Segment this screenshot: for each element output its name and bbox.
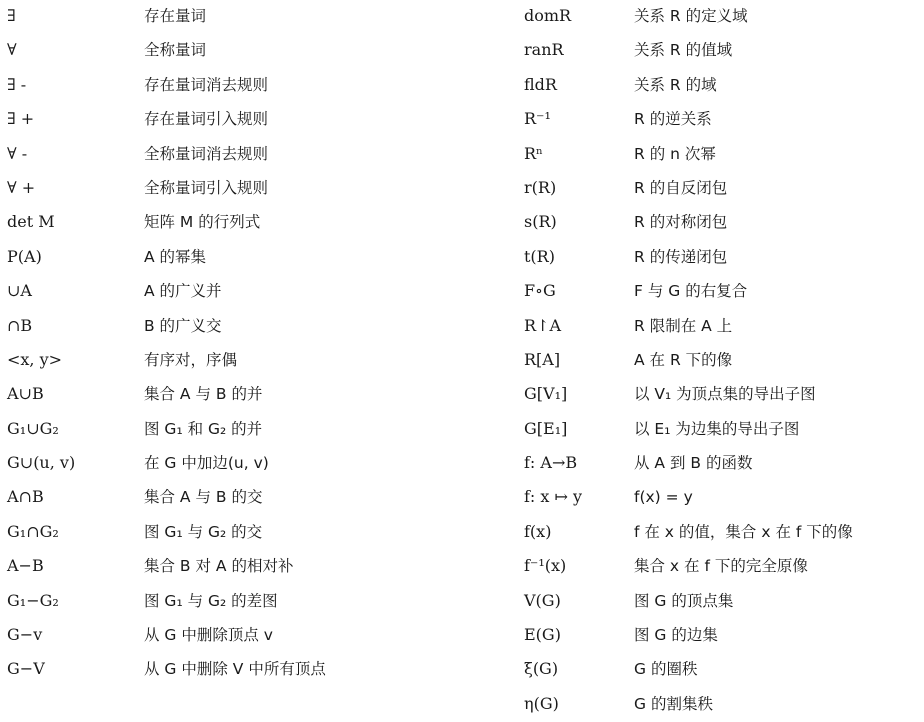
meaning: A 的幂集	[144, 247, 207, 266]
symbol-row	[518, 206, 924, 240]
symbol: G₁−G₂	[7, 590, 59, 610]
meaning: 关系 R 的值域	[634, 41, 733, 60]
symbol-row	[0, 206, 455, 240]
symbol: A∪B	[7, 384, 44, 404]
meaning: 从 A 到 B 的函数	[634, 454, 753, 473]
symbol: ranR	[524, 40, 564, 60]
meaning: 从 G 中删除顶点 v	[144, 626, 273, 645]
symbol: r(R)	[524, 177, 557, 197]
symbol-row	[518, 585, 924, 619]
meaning: 关系 R 的定义域	[634, 7, 748, 25]
meaning: 集合 B 对 A 的相对补	[144, 557, 294, 576]
symbol-row	[0, 653, 455, 687]
symbol: ∃	[7, 6, 16, 25]
meaning: 图 G 的边集	[634, 626, 718, 645]
meaning: R 的逆关系	[634, 110, 712, 129]
symbol-row	[518, 447, 924, 481]
meaning: 图 G₁ 和 G₂ 的并	[144, 419, 263, 438]
meaning: R 的传递闭包	[634, 247, 728, 266]
meaning: 以 V₁ 为顶点集的导出子图	[634, 385, 816, 404]
symbol-row	[0, 550, 455, 584]
symbol: ξ(G)	[524, 659, 559, 679]
meaning: 存在量词引入规则	[144, 110, 269, 129]
symbol: R[A]	[524, 349, 561, 369]
symbol: fldR	[524, 74, 557, 94]
symbol: ∩B	[7, 315, 33, 335]
meaning: 全称量词消去规则	[144, 144, 269, 163]
symbol: ∃ -	[7, 74, 27, 94]
symbol: <x, y>	[7, 349, 63, 369]
symbol-row	[0, 310, 455, 344]
symbol-row	[0, 516, 455, 550]
symbol-row	[0, 585, 455, 619]
symbol: η(G)	[524, 693, 559, 713]
symbol: E(G)	[524, 625, 561, 645]
symbol-row	[0, 138, 455, 172]
symbol-row	[0, 0, 455, 34]
symbol-row	[0, 275, 455, 309]
symbol-row	[518, 516, 924, 550]
symbol-row	[0, 69, 455, 103]
symbol: f⁻¹(x)	[524, 556, 567, 576]
symbol: ∪A	[7, 281, 32, 301]
symbol: G−v	[7, 625, 43, 645]
meaning: 全称量词	[144, 41, 207, 60]
symbol: ∀ -	[7, 143, 28, 163]
meaning: f 在 x 的值，集合 x 在 f 下的像	[634, 522, 853, 541]
symbol-row	[518, 34, 924, 68]
symbol-row	[0, 172, 455, 206]
symbol: Rⁿ	[524, 143, 543, 163]
symbol: G[V₁]	[524, 384, 568, 404]
symbol-row	[518, 344, 924, 378]
symbol-row	[0, 34, 455, 68]
meaning: B 的广义交	[144, 316, 222, 335]
symbol-row	[518, 550, 924, 584]
symbol: f: A→B	[524, 453, 578, 473]
meaning: 从 G 中删除 V 中所有顶点	[144, 660, 326, 679]
symbol-row	[0, 344, 455, 378]
symbol: f(x)	[524, 521, 552, 541]
symbol-row	[518, 241, 924, 275]
symbol-row	[518, 310, 924, 344]
symbol: A−B	[7, 556, 44, 576]
symbol-row	[518, 275, 924, 309]
meaning: 有序对，序偶	[144, 350, 238, 369]
symbol-row	[518, 103, 924, 137]
symbol-row	[518, 0, 924, 34]
symbol: ∀	[7, 40, 17, 60]
right-symbol-list	[518, 0, 924, 722]
left-symbol-list	[0, 0, 455, 688]
meaning: 集合 x 在 f 下的完全原像	[634, 557, 808, 576]
symbol-row	[0, 413, 455, 447]
meaning: 以 E₁ 为边集的导出子图	[634, 419, 800, 438]
meaning: f(x) = y	[634, 488, 693, 507]
symbol: det M	[7, 212, 55, 232]
meaning: R 的自反闭包	[634, 178, 728, 197]
symbol: ∃ +	[7, 109, 35, 129]
symbol-row	[0, 378, 455, 412]
symbol-row	[0, 103, 455, 137]
meaning: R 的对称闭包	[634, 213, 728, 232]
symbol: R⁻¹	[524, 109, 551, 129]
meaning: A 在 R 下的像	[634, 350, 733, 369]
symbol: domR	[524, 6, 572, 25]
meaning: 存在量词	[144, 7, 207, 25]
meaning: G 的圈秩	[634, 660, 698, 679]
symbol-row	[518, 138, 924, 172]
symbol: G−V	[7, 659, 45, 679]
symbol-row	[518, 378, 924, 412]
symbol: A∩B	[7, 487, 44, 507]
meaning: 图 G₁ 与 G₂ 的交	[144, 522, 263, 541]
symbol-row	[0, 619, 455, 653]
symbol: ∀ +	[7, 177, 36, 197]
meaning: 关系 R 的域	[634, 75, 717, 94]
symbol: t(R)	[524, 246, 555, 266]
symbol: G₁∪G₂	[7, 418, 59, 438]
symbol: V(G)	[524, 590, 561, 610]
symbol-row	[518, 619, 924, 653]
symbol-row	[0, 447, 455, 481]
symbol-row	[0, 481, 455, 515]
symbol-row	[518, 481, 924, 515]
symbol: G∪(u, v)	[7, 453, 76, 473]
symbol-row	[518, 172, 924, 206]
symbol-row	[518, 69, 924, 103]
symbol-row	[518, 413, 924, 447]
meaning: 全称量词引入规则	[144, 178, 269, 197]
symbol: R↾A	[524, 315, 562, 335]
symbol: s(R)	[524, 212, 557, 232]
symbol: F∘G	[524, 281, 556, 301]
symbol-row	[518, 653, 924, 687]
meaning: R 限制在 A 上	[634, 316, 733, 335]
meaning: 图 G₁ 与 G₂ 的差图	[144, 591, 278, 610]
meaning: 矩阵 M 的行列式	[144, 213, 261, 232]
meaning: R 的 n 次幂	[634, 144, 716, 163]
meaning: F 与 G 的右复合	[634, 282, 748, 301]
meaning: 图 G 的顶点集	[634, 591, 734, 610]
symbol: P(A)	[7, 246, 42, 266]
meaning: 集合 A 与 B 的并	[144, 385, 263, 404]
meaning: G 的割集秩	[634, 694, 713, 713]
meaning: 集合 A 与 B 的交	[144, 488, 263, 507]
symbol-row	[0, 241, 455, 275]
symbol-row	[518, 688, 924, 722]
symbol: G[E₁]	[524, 418, 568, 438]
symbol: G₁∩G₂	[7, 521, 59, 541]
meaning: 在 G 中加边(u, v)	[144, 454, 269, 473]
meaning: 存在量词消去规则	[144, 75, 269, 94]
meaning: A 的广义并	[144, 282, 222, 301]
symbol: f: x ↦ y	[524, 487, 583, 507]
